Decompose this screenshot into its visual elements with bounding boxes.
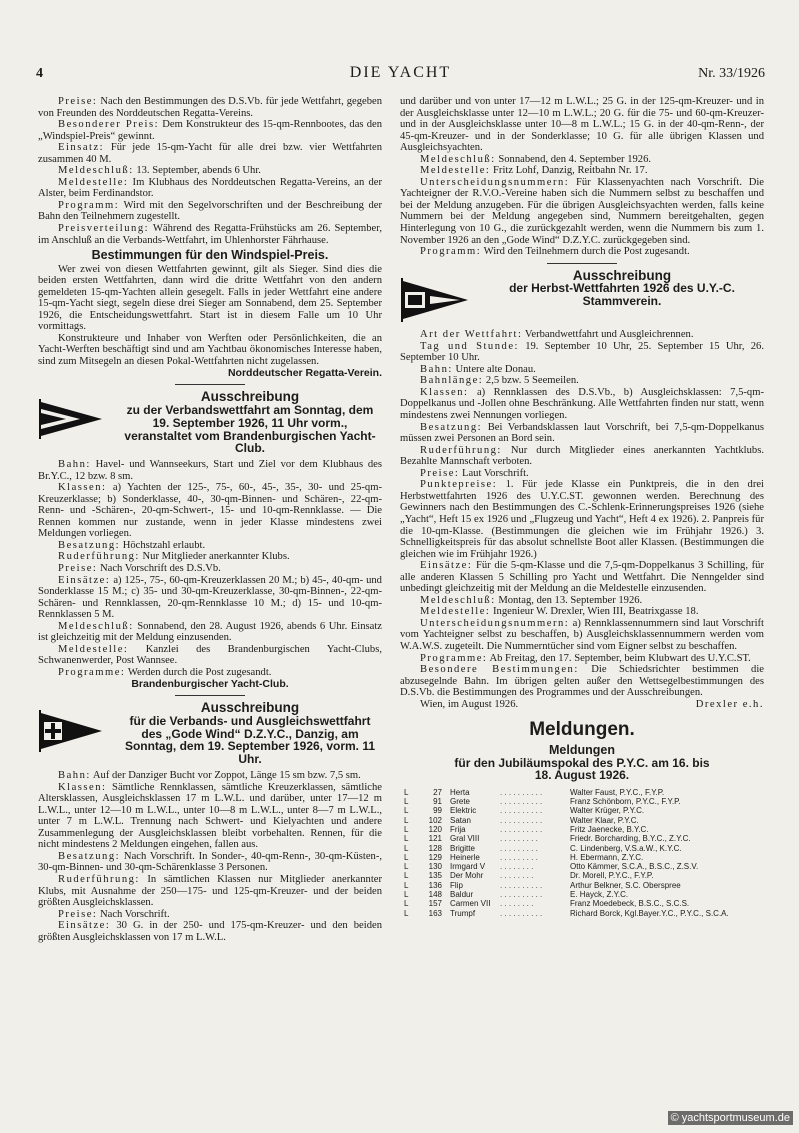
entry: Programm: Wird den Teilnehmern durch die Post zugesandt. (420, 246, 690, 258)
entry: Preise: Laut Vorschrift. (420, 467, 529, 479)
gw-section (38, 770, 382, 943)
table-row: L 157 Carmen VII . . . . . . . . Franz Moedebeck, B.S.C., S.C.S. (404, 899, 690, 909)
entry: Meldeschluß: Montag, den 13. September 1926. (420, 594, 643, 606)
byc-title: Ausschreibung zu der Verbandswettfahrt am Sonntag, dem 19. September 1926, 11 Uhr vorm., veranstaltet vom Brandenburgischen Yacht-Club. (124, 389, 376, 456)
entry: Einsätze: 30 G. in der 250- und 175-qm-Kreuzer- und den beiden größten Ausgleichsklassen von 17 m L.W.L. (38, 920, 382, 943)
issue-number: Nr. 33/1926 (698, 66, 765, 81)
table-row: L 130 Irmgard V . . . . . . . . Otto Kämmer, S.C.A., B.S.C., Z.S.V. (404, 862, 699, 872)
entry: Programme: Ab Freitag, den 17. September, beim Klubwart des U.Y.C.ST. (420, 652, 751, 664)
entry: Ruderführung: Nur durch Mitglieder eines anerkannten Yachtklubs. Bezahlte Mannschaft verboten. (400, 444, 764, 468)
entry: Bahn: Untere alte Donau. (420, 363, 536, 375)
entry: Einsätze: Für die 5-qm-Klasse und die 7,5-qm-Doppelkanus 3 Schilling, für alle anderen Klassen 5 Schilling pro Yacht und Wettfahrt. Die Nenngelder sind unbedingt gleichzeitig mit der Meldung an die Meldestelle einzusenden. (400, 560, 764, 595)
entry: Unterscheidungsnummern: Für Klassenyachten nach Vorschrift. Die Yachteigner der R.V.O.-Vereine haben sich die Nummern selbst zu beschaffen und bei der Meldung anzugeben. Für die übrigen Ausgleichsyachten werden, falls keine Nummern bei der Meldung angegeben sind, Nummern bereitgehalten, gegen Hinterlegung von 10 G., die zurückgezahlt werden, wenn die Nummern bis zum 1. November 1926 an den „Gode Wind“ D.Z.Y.C. zurückgegeben sind. (400, 176, 764, 246)
table-row: L 128 Brigitte . . . . . . . . . C. Lindenberg, V.S.a.W., K.Y.C. (404, 843, 682, 853)
table-row: L 121 Gral VIII . . . . . . . . . Friedr. Borcharding, B.Y.C., Z.Y.C. (404, 834, 691, 844)
entry: Besatzung: Bei Verbandsklassen laut Vorschrift, bei 7,5-qm-Doppelkanus müssen zwei Personen an Bord sein. (400, 421, 764, 445)
divider (175, 695, 245, 696)
entry: Bahn: Auf der Danziger Bucht vor Zoppot, Länge 15 sm bzw. 7,5 sm. (58, 770, 361, 782)
uyc-announcement-head (400, 267, 764, 326)
watermark: © yachtsportmuseum.de (668, 1111, 793, 1125)
table-row: L 27 Herta . . . . . . . . . . Walter Faust, P.Y.C., F.Y.P. (404, 787, 665, 797)
page-number: 4 (36, 66, 43, 81)
entry: Preisverteilung: Während des Regatta-Frühstücks am 26. September, im Anschluß an die Verbands-Wettfahrt, im Uhlenhorster Fährhause. (38, 223, 382, 246)
paragraph: Konstrukteure und Inhaber von Werften oder Persönlichkeiten, die an Yacht-Werften beschäftigt sind und am Yachtbau ökonomisches Interesse haben, sind zum Mitsegeln an diesen Pokal-Wettfahrten nicht zugelassen. (38, 332, 382, 368)
paragraph: Wer zwei von diesen Wettfahrten gewinnt, gilt als Sieger. Sind dies die beiden ersten Wettfahrten, dann wird die dritte Wettfahrt von den andern gemeldeten 15-qm-Yachten allein gesegelt. Falls in jeder Wettfahrt eine andere 15-qm-Yacht siegt, segeln diese drei Sieger am Sonnabend, dem 25. September 1926, die Entscheidungswettfahrt. Start ist in diesem Falle um 10 Uhr vormittags. (38, 263, 382, 333)
windspiel-heading: Bestimmungen für den Windspiel-Preis. (91, 248, 329, 263)
entry: Besonderer Preis: Dem Konstrukteur des 15-qm-Rennbootes, das den „Windspiel-Preis“ gewinnt. (38, 119, 382, 142)
table-row: L 163 Trumpf . . . . . . . . . . Richard Borck, Kgl.Bayer.Y.C., P.Y.C., S.C.A. (404, 908, 729, 918)
entry: Klassen: a) Yachten der 125-, 75-, 60-, 45-, 35-, 30- und 25-qm-Kreuzerklasse; b) Sonderklasse, 40-, 30-qm-Binnen- und Schären-, 22-qm-Renn- und -Schären-, 20-qm-Schwert-, 15- und 10-qm-Rennklasse. — Die Rennen kommen nur zustande, wenn in jeder Klasse mindestens zwei Meldungen vorliegen. (38, 482, 382, 540)
table-row: L 99 Elektric . . . . . . . . . . Walter Krüger, P.Y.C. (404, 806, 645, 816)
entry: Bahnlänge: 2,5 bzw. 5 Seemeilen. (420, 375, 579, 387)
entry: Unterscheidungsnummern: a) Rennklassennummern sind laut Vorschrift vom Yachteigner selbst zu beschaffen, b) Ausgleichsklassennummern werden vom W.A.W.S. zugeteilt. Die Nummerntücher sind vom Eigner selbst zu beschaffen. (400, 617, 764, 652)
entry: Meldeschluß: Sonnabend, den 28. August 1926, abends 6 Uhr. Einsatz ist gleichzeitig mit der Meldung einzusenden. (38, 620, 382, 644)
date-place: Wien, im August 1926. (420, 698, 519, 710)
entry: Meldestelle: Ingenieur W. Drexler, Wien III, Beatrixgasse 18. (420, 606, 699, 618)
entry: Preise: Nach Vorschrift. (58, 908, 170, 920)
entry: Klassen: a) Rennklassen des D.S.Vb., b) Ausgleichsklassen: 7,5-qm-Doppelkanus und -Jollen ohne Beschränkung. Alle Wettfahrten finden nur statt, wenn mindestens zwei Nennungen vorliegen. (400, 386, 764, 422)
byc-section (38, 459, 382, 678)
left-column (38, 96, 382, 943)
table-row: L 148 Baldur . . . . . . . . . . E. Hayck, Z.Y.C. (404, 890, 629, 900)
entry: Meldestelle: Im Klubhaus des Norddeutschen Regatta-Vereins, an der Alster, beim Ferdinandstor. (38, 176, 382, 200)
gw-title: Ausschreibung für die Verbands- und Ausgleichswettfahrt des „Gode Wind“ D.Z.Y.C., Danzig, am Sonntag, dem 19. September 1926, vorm. 11 Uhr. (124, 700, 376, 767)
right-column (400, 96, 764, 918)
entry: Preise: Nach Vorschrift des D.S.Vb. (58, 563, 221, 575)
entry: Meldestelle: Kanzlei des Brandenburgischen Yacht-Clubs, Schwanenwerder, Post Wannsee. (38, 643, 382, 667)
signature: Brandenburgischer Yacht-Club. (131, 677, 289, 690)
entry: Programme: Werden durch die Post zugesandt. (58, 666, 272, 678)
gw-section-cont (400, 154, 764, 258)
entry: Meldeschluß: Sonnabend, den 4. September 1926. (420, 153, 652, 165)
entries-table (404, 788, 764, 918)
table-row: L 102 Satan . . . . . . . . . . Walter Klaar, P.Y.C. (404, 815, 639, 825)
divider (175, 384, 245, 385)
burgee-icon (38, 391, 118, 443)
meldungen-subtitle: Meldungen für den Jubiläumspokal des P.Y.C. am 16. bis 18. August 1926. (454, 743, 710, 783)
entry: Bahn: Havel- und Wannseekurs, Start und Ziel vor dem Klubhaus des Br.Y.C., 12 bzw. 8 sm. (38, 459, 382, 482)
table-row: L 135 Der Mohr . . . . . . . . Dr. Morell, P.Y.C., F.Y.P. (404, 871, 654, 881)
signature: Norddeutscher Regatta-Verein. (227, 366, 382, 379)
entry: Programm: Wird mit den Segelvorschriften und der Beschreibung der Bahn den Teilnehmern zugestellt. (38, 199, 382, 223)
entry: Einsatz: Für jede 15-qm-Yacht für alle drei bzw. vier Wettfahrten zusammen 40 M. (38, 142, 382, 165)
gw-announcement-head (38, 702, 382, 766)
entry: Meldestelle: Fritz Lohf, Danzig, Reitbahn Nr. 17. (420, 165, 648, 177)
date-signature-line (400, 699, 764, 711)
entry: Tag und Stunde: 19. September 10 Uhr, 25. September 15 Uhr, 26. September 10 Uhr. (400, 340, 764, 364)
section-heading-meldungen: Meldungen. (529, 719, 635, 741)
uyc-title: Ausschreibung der Herbst-Wettfahrten 1926 des U.Y.-C. Stammverein. (509, 267, 735, 309)
page-header (36, 64, 765, 84)
entry: Besatzung: Höchstzahl erlaubt. (58, 539, 206, 551)
table-row: L 120 Frija . . . . . . . . . . Fritz Jaenecke, B.Y.C. (404, 824, 649, 834)
entry: Art der Wettfahrt: Verbandwettfahrt und Ausgleichrennen. (420, 329, 694, 341)
entry: Besondere Bestimmungen: Die Schiedsrichter bestimmen die abzusegelnde Bahn. Im übrigen gelten außer den Wettsegelbestimmungen des D.S.Vb. die Bestimmungen des Programmes und der Ausschreibungen. (400, 664, 765, 699)
table-row: L 129 Heinerle . . . . . . . . . H. Ebermann, Z.Y.C. (404, 852, 644, 862)
entry: Einsätze: a) 125-, 75-, 60-qm-Kreuzerklassen 20 M.; b) 45-, 40-qm- und Sonderklasse 15 M.; c) 35- und 30-qm-Kreuzerklasse, 30-qm-Binnen-, 22-qm-Schären- und Rennklassen, 20-qm-Rennklasse 10 M.; d) 15- und 10-qm-Rennklassen 5 M. (38, 574, 382, 621)
signature: Drexler e.h. (695, 698, 764, 710)
entry: Besatzung: Nach Vorschrift. In Sonder-, 40-qm-Renn-, 30-qm-Küsten-, 30-qm-Binnen- und 30-qm-Schärenklasse 3 Personen. (38, 850, 382, 874)
uyc-section (400, 329, 764, 699)
entry: Meldeschluß: 13. September, abends 6 Uhr. (58, 165, 261, 177)
journal-title: DIE YACHT (349, 64, 452, 81)
divider (547, 263, 617, 264)
table-row: L 91 Grete . . . . . . . . . . Franz Schönborn, P.Y.C., F.Y.P. (404, 797, 681, 807)
burgee-icon (38, 702, 118, 756)
paragraph: und darüber und von unter 17—12 m L.W.L.; 25 G. in der 125-qm-Kreuzer- und in der Ausgleichsklasse unter 12—10 m L.W.L.; 20 G. für die 75- und 60-qm-Kreuzer- und in der Ausgleichsklasse unter 10—8 m L.W.L.; 15 G. in der 40-qm-Renn-, der 45-qm-Kreuzer- und in der Sonderklasse; 10 G. für alle übrigen Klassen und Ausgleichsyachten. (400, 96, 764, 154)
byc-announcement-head (38, 391, 382, 455)
entry: Ruderführung: Nur Mitglieder anerkannter Klubs. (58, 551, 290, 563)
entry: Preise: Nach den Bestimmungen des D.S.Vb. für jede Wettfahrt, gegeben von Freunden des Norddeutschen Regatta-Vereins. (38, 96, 382, 119)
table-row: L 136 Flip . . . . . . . . . . Arthur Belkner, S.C. Oberspree (404, 880, 681, 890)
entry: Ruderführung: In sämtlichen Klassen nur Mitglieder anerkannter Klubs, mit Ausnahme der 250—175- und 125-qm-Kreuzer- und der beiden größten Ausgleichsklassen. (38, 873, 382, 909)
burgee-icon (400, 270, 480, 326)
entry: Punktepreise: 1. Für jede Klasse ein Punktpreis, die in den drei Herbstwettfahrten 1926 des U.Y.C.ST. gewonnen werden. Berechnung des Gewinners nach den Bestimmungen des C.-Schlenk-Erinnerungspreises 1926 (siehe „Yacht“, Heft 15 ex 1926 und „Flugzeug und Yacht“, Heft 4 ex 1926). 2. Panpreis für die 10-qm-Klasse. (Bestimmungen die gleichen wie im Frühjahr 1926.) 3. Schnelligkeitspreis für das absolut schnellste Boot aller Klassen. (Bestimmungen die gleichen wie im Frühjahr 1926.) (400, 479, 764, 560)
intro-section (38, 96, 382, 246)
entry: Klassen: Sämtliche Rennklassen, sämtliche Kreuzerklassen, sämtliche Altersklassen, Ausgleichsklassen 17 m L.W.L. und darüber, unter 17—12 m L.W.L., unter 12—10 m L.W.L., unter 10—8 m L.W.L., unter 8—7 m L.W.L., unter 7 m L.W.L. Trennung nach Schwert- und Kielyachten und andere Zusammenlegung der Ausgleichsklassen bleibt vorbehalten. Rennen, für die nicht mindestens 2 Meldungen eingehen, fallen aus. (38, 781, 382, 851)
